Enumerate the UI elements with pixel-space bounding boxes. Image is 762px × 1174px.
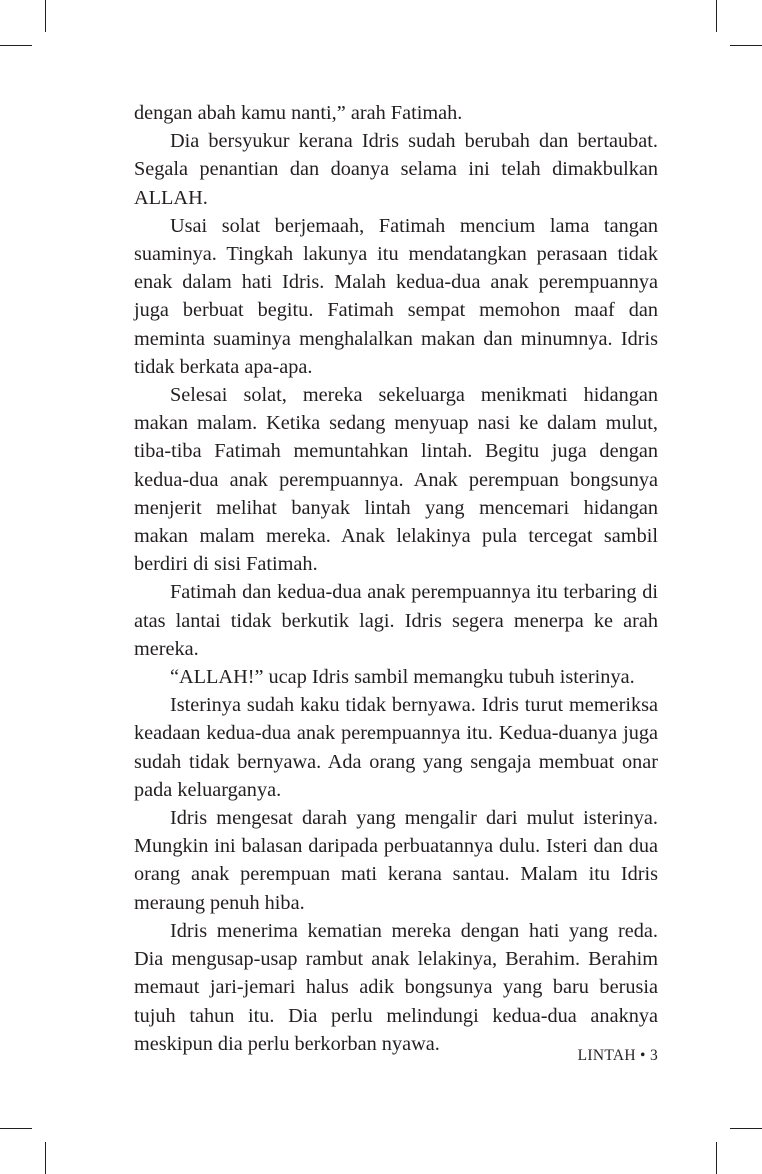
running-footer: LINTAH • 3 xyxy=(577,1047,658,1064)
crop-mark-right-top xyxy=(730,45,762,46)
paragraph: Fatimah dan kedua-dua anak perempuannya itu terbaring di atas lantai tidak berkutik lagi. Idris segera menerpa ke arah mereka. xyxy=(134,581,658,660)
crop-mark-bottom-left xyxy=(45,1142,46,1174)
paragraph: Idris menerima kematian mereka dengan hati yang reda. Dia mengusap-usap rambut anak lelakinya, Berahim. Berahim memaut jari-jemari halus adik bongsunya yang baru berusia tujuh tahun itu. Dia perlu melindungi kedua-dua anaknya meskipun dia perlu berkorban nyawa. xyxy=(134,919,658,1055)
paragraph: Usai solat berjemaah, Fatimah mencium lama tangan suaminya. Tingkah lakunya itu mendatangkan perasaan tidak enak dalam hati Idris. Malah kedua-dua anak perempuannya juga berbuat begitu. Fatimah sempat memohon maaf dan meminta suaminya menghalalkan makan dan minumnya. Idris tidak berkata apa-apa. xyxy=(134,214,658,378)
paragraph: “ALLAH!” ucap Idris sambil memangku tubuh isterinya. xyxy=(170,666,635,689)
crop-mark-top-left xyxy=(45,0,46,32)
paragraph: Idris mengesat darah yang mengalir dari mulut isterinya. Mungkin ini balasan daripada perbuatannya dulu. Isteri dan dua orang anak perempuan mati kerana santau. Malam itu Idris meraung penuh hiba. xyxy=(134,807,658,914)
body-text xyxy=(134,99,658,1058)
crop-mark-top-right xyxy=(716,0,717,32)
paragraph: Selesai solat, mereka sekeluarga menikmati hidangan makan malam. Ketika sedang menyuap nasi ke dalam mulut, tiba-tiba Fatimah memuntahkan lintah. Begitu juga dengan kedua-dua anak perempuannya. Anak perempuan bongsunya menjerit melihat banyak lintah yang mencemari hidangan makan malam mereka. Anak lelakinya pula tercegat sambil berdiri di sisi Fatimah. xyxy=(134,384,658,576)
paragraph: Dia bersyukur kerana Idris sudah berubah dan bertaubat. Segala penantian dan doanya selama ini telah dimakbulkan ALLAH. xyxy=(134,130,658,209)
paragraph: dengan abah kamu nanti,” arah Fatimah. xyxy=(134,102,463,124)
crop-mark-left-bottom xyxy=(0,1128,32,1129)
crop-mark-left-top xyxy=(0,45,32,46)
crop-mark-right-bottom xyxy=(730,1128,762,1129)
paragraph: Isterinya sudah kaku tidak bernyawa. Idris turut memeriksa keadaan kedua-dua anak perempuannya itu. Kedua-duanya juga sudah tidak bernyawa. Ada orang yang sengaja membuat onar pada keluarganya. xyxy=(134,694,658,801)
crop-mark-bottom-right xyxy=(716,1142,717,1174)
